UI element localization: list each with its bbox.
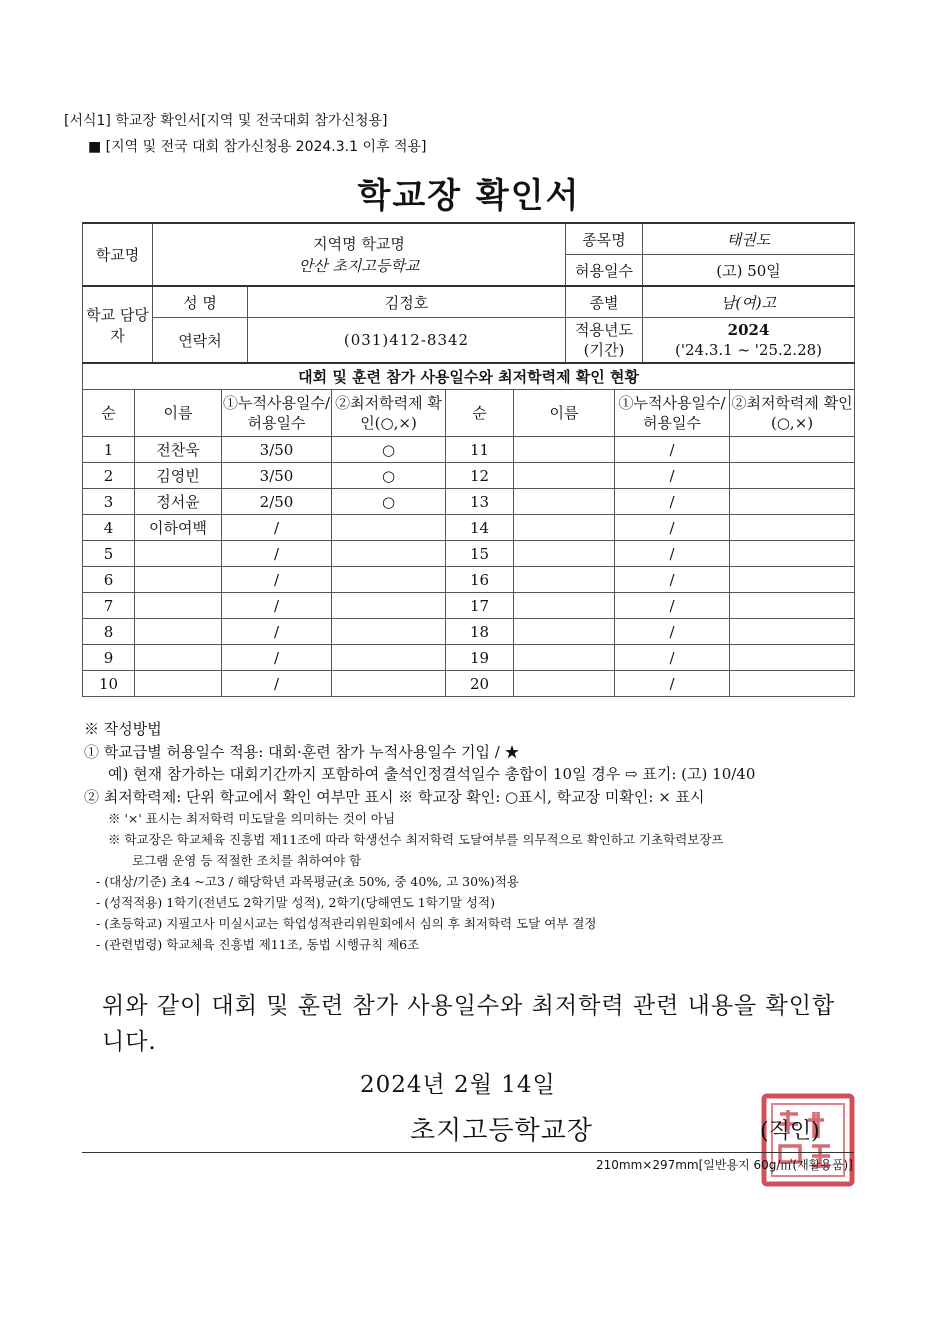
- event-value: 태권도: [643, 223, 855, 255]
- cell-days: /: [615, 463, 730, 489]
- cell-num: 8: [83, 619, 135, 645]
- cell-name: [514, 437, 615, 463]
- status-title: 대회 및 훈련 참가 사용일수와 최저학력제 확인 현황: [83, 363, 855, 390]
- seal-label: (직인): [760, 1119, 820, 1144]
- allowed-value: (고) 50일: [643, 255, 855, 287]
- cell-num: 5: [83, 541, 135, 567]
- header-days: ①누적사용일수/ 허용일수: [222, 390, 332, 437]
- header-num: 순: [446, 390, 514, 437]
- table-row: [83, 645, 855, 671]
- paper-size-note: 210mm×297mm[일반용지 60g/㎡(재활용품)]: [596, 1158, 853, 1172]
- cell-check: [730, 437, 855, 463]
- table-row: [83, 619, 855, 645]
- notes-line-4: ※ '×' 표시는 최저학력 미도달을 의미하는 것이 아님: [108, 811, 396, 826]
- table-row: [83, 463, 855, 489]
- header-days: ①누적사용일수/ 허용일수: [615, 390, 730, 437]
- year-cell: [643, 318, 855, 363]
- cell-days: /: [615, 671, 730, 697]
- type-value: 남(여)고: [643, 286, 855, 318]
- notes-line-9: - (초등학교) 지필고사 미실시교는 학업성적관리위원회에서 심의 후 최저학력 도달 여부 결정: [96, 916, 597, 931]
- cell-check: ○: [332, 463, 446, 489]
- year-value: 2024: [727, 321, 770, 339]
- cell-check: [730, 541, 855, 567]
- cell-num: 1: [83, 437, 135, 463]
- cell-num: 16: [446, 567, 514, 593]
- table-row: [83, 515, 855, 541]
- cell-num: 14: [446, 515, 514, 541]
- cell-check: [730, 671, 855, 697]
- school-value: 안산 초지고등학교: [298, 256, 420, 275]
- cell-days: 3/50: [222, 437, 332, 463]
- notes-line-2: 예) 현재 참가하는 대회기간까지 포함하여 출석인정결석일수 총합이 10일 경우 ⇨ 표기: (고) 10/40: [108, 765, 756, 783]
- cell-check: [332, 541, 446, 567]
- header-check: ②최저학력제 확인(○,×): [730, 390, 855, 437]
- cell-name: [135, 567, 222, 593]
- cell-check: [730, 489, 855, 515]
- confirmation-text: 위와 같이 대회 및 훈련 참가 사용일수와 최저학력 관련 내용을 확인합니다.: [102, 993, 836, 1055]
- note-label: ■ [지역 및 전국 대회 참가신청용 2024.3.1 이후 적용]: [88, 139, 427, 155]
- type-label: 종별: [566, 286, 643, 318]
- cell-name: [135, 671, 222, 697]
- cell-check: [730, 619, 855, 645]
- cell-check: [730, 645, 855, 671]
- cell-days: /: [222, 645, 332, 671]
- notes-line-1: ① 학교급별 허용일수 적용: 대회·훈련 참가 누적사용일수 기입 / ★: [84, 742, 520, 761]
- cell-num: 20: [446, 671, 514, 697]
- table-row: [83, 671, 855, 697]
- cell-name: 정서윤: [135, 489, 222, 515]
- cell-days: /: [222, 619, 332, 645]
- cell-name: [135, 645, 222, 671]
- cell-days: 2/50: [222, 489, 332, 515]
- cell-name: [135, 541, 222, 567]
- cell-days: /: [222, 567, 332, 593]
- cell-check: [730, 593, 855, 619]
- cell-num: 9: [83, 645, 135, 671]
- notes-line-6: 로그램 운영 등 적절한 조치를 취하여야 함: [132, 853, 362, 868]
- cell-name: [514, 541, 615, 567]
- cell-check: [332, 645, 446, 671]
- cell-num: 11: [446, 437, 514, 463]
- name-label: 성 명: [153, 286, 248, 318]
- cell-days: 3/50: [222, 463, 332, 489]
- table-row: [83, 541, 855, 567]
- cell-check: [332, 671, 446, 697]
- cell-days: /: [615, 619, 730, 645]
- cell-name: [514, 593, 615, 619]
- cell-num: 19: [446, 645, 514, 671]
- cell-num: 18: [446, 619, 514, 645]
- cell-check: [332, 515, 446, 541]
- period-value: ('24.3.1 ~ '25.2.28): [675, 341, 823, 359]
- table-row: [83, 567, 855, 593]
- cell-name: [514, 619, 615, 645]
- contact-label: 연락처: [153, 318, 248, 363]
- status-table-body: [83, 437, 855, 697]
- cell-name: [135, 593, 222, 619]
- header-name: 이름: [514, 390, 615, 437]
- cell-name: 이하여백: [135, 515, 222, 541]
- cell-check: [332, 619, 446, 645]
- cell-num: 15: [446, 541, 514, 567]
- cell-days: /: [615, 515, 730, 541]
- instructions: [84, 718, 864, 955]
- cell-days: /: [615, 567, 730, 593]
- cell-check: ○: [332, 437, 446, 463]
- table-row: [83, 437, 855, 463]
- cell-num: 17: [446, 593, 514, 619]
- cell-name: [514, 489, 615, 515]
- table-row: [83, 489, 855, 515]
- cell-check: [332, 593, 446, 619]
- cell-days: /: [615, 593, 730, 619]
- contact-value: (031)412-8342: [248, 318, 566, 363]
- school-sub: 지역명 학교명: [313, 234, 405, 253]
- allowed-label: 허용일수: [566, 255, 643, 287]
- year-label: 적용년도 (기간): [566, 318, 643, 363]
- cell-name: [135, 619, 222, 645]
- info-table: [82, 222, 855, 363]
- cell-days: /: [615, 645, 730, 671]
- cell-name: 김영빈: [135, 463, 222, 489]
- cell-num: 4: [83, 515, 135, 541]
- cell-days: /: [615, 489, 730, 515]
- cell-name: [514, 671, 615, 697]
- table-row: [83, 593, 855, 619]
- notes-line-8: - (성적적용) 1학기(전년도 2학기말 성적), 2학기(당해연도 1학기말 성적): [96, 895, 495, 910]
- cell-name: [514, 567, 615, 593]
- cell-num: 6: [83, 567, 135, 593]
- notes-line-5: ※ 학교장은 학교체육 진흥법 제11조에 따라 학생선수 최저학력 도달여부를 의무적으로 확인하고 기초학력보장프: [108, 832, 724, 847]
- page-title: 학교장 확인서: [357, 176, 581, 216]
- cell-name: [514, 515, 615, 541]
- notes-line-7: - (대상/기준) 초4 ~고3 / 해당학년 과목평균(초 50%, 중 40%, 고 30%)적용: [96, 874, 519, 889]
- cell-days: /: [615, 541, 730, 567]
- cell-num: 7: [83, 593, 135, 619]
- cell-days: /: [615, 437, 730, 463]
- cell-days: /: [222, 593, 332, 619]
- school-label: 학교명: [83, 223, 153, 286]
- manager-label: 학교 담당자: [83, 286, 153, 363]
- cell-num: 12: [446, 463, 514, 489]
- cell-num: 13: [446, 489, 514, 515]
- issue-date: 2024년 2월 14일: [360, 1072, 556, 1098]
- principal-name: 초지고등학교장: [410, 1116, 593, 1146]
- notes-line-3: ② 최저학력제: 단위 학교에서 확인 여부만 표시 ※ 학교장 확인: ○표시, 학교장 미확인: × 표시: [84, 787, 705, 806]
- header-name: 이름: [135, 390, 222, 437]
- cell-check: [730, 463, 855, 489]
- cell-name: [514, 645, 615, 671]
- notes-heading: ※ 작성방법: [84, 720, 162, 738]
- event-label: 종목명: [566, 223, 643, 255]
- cell-num: 3: [83, 489, 135, 515]
- cell-check: [332, 567, 446, 593]
- school-cell: [153, 223, 566, 286]
- status-table: [82, 362, 855, 697]
- cell-num: 10: [83, 671, 135, 697]
- cell-check: [730, 567, 855, 593]
- header-num: 순: [83, 390, 135, 437]
- cell-name: [514, 463, 615, 489]
- form-label: [서식1] 학교장 확인서[지역 및 전국대회 참가신청용]: [64, 113, 388, 129]
- cell-num: 2: [83, 463, 135, 489]
- cell-name: 전찬욱: [135, 437, 222, 463]
- cell-days: /: [222, 515, 332, 541]
- cell-check: [730, 515, 855, 541]
- cell-days: /: [222, 541, 332, 567]
- header-check: ②최저학력제 확인(○,×): [332, 390, 446, 437]
- notes-line-10: - (관련법령) 학교체육 진흥법 제11조, 동법 시행규칙 제6조: [96, 937, 420, 952]
- footer-divider: [82, 1152, 854, 1153]
- cell-check: ○: [332, 489, 446, 515]
- name-value: 김정호: [248, 286, 566, 318]
- cell-days: /: [222, 671, 332, 697]
